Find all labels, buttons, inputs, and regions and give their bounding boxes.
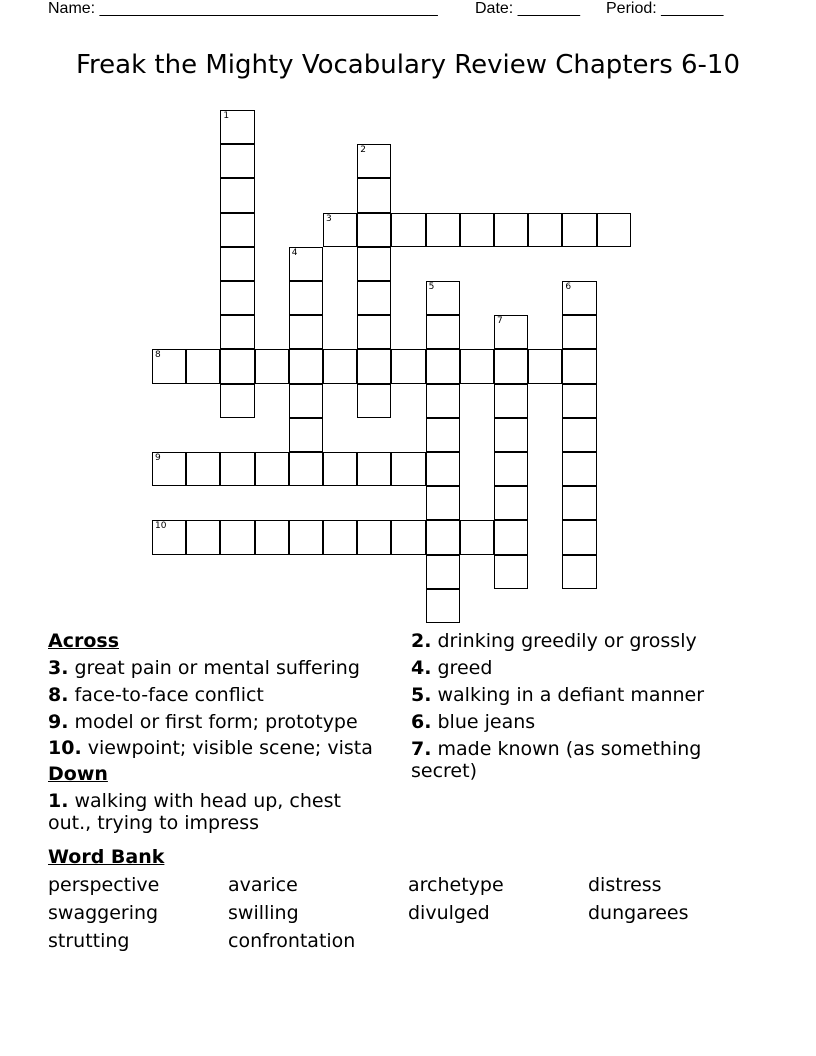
clues-left-column [48, 630, 398, 834]
page-title: Freak the Mighty Vocabulary Review Chapters 6-10 [75, 50, 741, 80]
crossword-cell[interactable] [357, 452, 391, 486]
crossword-cell[interactable] [460, 349, 494, 383]
date-field-label: Date: _______ [475, 0, 580, 17]
word-bank-heading: Word Bank [48, 846, 165, 868]
down-clue-7: 7. made known (as something secret) [411, 738, 702, 782]
crossword-cell[interactable] [562, 486, 596, 520]
crossword-cell[interactable] [289, 281, 323, 315]
crossword-cell[interactable] [357, 213, 391, 247]
crossword-cell[interactable] [152, 520, 186, 554]
crossword-cell[interactable] [255, 520, 289, 554]
crossword-cell[interactable] [562, 520, 596, 554]
crossword-cell[interactable] [289, 315, 323, 349]
crossword-cell[interactable] [357, 178, 391, 212]
crossword-cell[interactable] [357, 520, 391, 554]
crossword-cell[interactable] [220, 452, 254, 486]
clue-number: 4 [291, 247, 298, 258]
crossword-cell[interactable] [357, 144, 391, 178]
crossword-cell[interactable] [220, 110, 254, 144]
crossword-cell[interactable] [426, 520, 460, 554]
crossword-cell[interactable] [494, 520, 528, 554]
crossword-cell[interactable] [426, 384, 460, 418]
clue-number: 9 [155, 453, 161, 463]
crossword-cell[interactable] [289, 349, 323, 383]
clue-number: 7 [497, 316, 503, 327]
crossword-cell[interactable] [289, 452, 323, 486]
crossword-cell[interactable] [391, 520, 425, 554]
crossword-cell[interactable] [426, 281, 460, 315]
crossword-cell[interactable] [426, 555, 460, 589]
down-clue-6: 6. blue jeans [411, 711, 536, 733]
crossword-cell[interactable] [186, 520, 220, 554]
down-clue-1: 1. walking with head up, chest out., trying to impress [48, 790, 341, 834]
clue-number: 3 [326, 213, 332, 224]
crossword-cell[interactable] [494, 555, 528, 589]
clue-number: 5 [428, 282, 435, 292]
crossword-cell[interactable] [528, 213, 562, 247]
crossword-cell[interactable] [357, 315, 391, 349]
crossword-cell[interactable] [220, 281, 254, 315]
crossword-cell[interactable] [220, 315, 254, 349]
crossword-cell[interactable] [460, 213, 494, 247]
crossword-cell[interactable] [289, 384, 323, 418]
crossword-cell[interactable] [426, 486, 460, 520]
crossword-cell[interactable] [494, 384, 528, 418]
crossword-cell[interactable] [220, 144, 254, 178]
crossword-cell[interactable] [562, 315, 596, 349]
crossword-cell[interactable] [357, 247, 391, 281]
crossword-cell[interactable] [323, 213, 357, 247]
down-clue-5: 5. walking in a defiant manner [411, 684, 705, 706]
crossword-cell[interactable] [255, 349, 289, 383]
clues-right-column [411, 630, 751, 782]
crossword-cell[interactable] [426, 589, 460, 623]
crossword-cell[interactable] [152, 349, 186, 383]
crossword-cell[interactable] [357, 281, 391, 315]
crossword-cell[interactable] [289, 520, 323, 554]
across-clue-9: 9. model or first form; prototype [48, 711, 358, 733]
crossword-cell[interactable] [391, 213, 425, 247]
crossword-cell[interactable] [528, 349, 562, 383]
crossword-cell[interactable] [494, 486, 528, 520]
word-bank-item: confrontation [228, 930, 356, 952]
crossword-cell[interactable] [426, 349, 460, 383]
crossword-cell[interactable] [426, 452, 460, 486]
crossword-cell[interactable] [494, 349, 528, 383]
crossword-cell[interactable] [426, 315, 460, 349]
crossword-cell[interactable] [494, 213, 528, 247]
crossword-cell[interactable] [323, 452, 357, 486]
crossword-cell[interactable] [220, 178, 254, 212]
clue-number: 6 [565, 282, 572, 292]
across-clue-8: 8. face-to-face conflict [48, 684, 264, 706]
crossword-cell[interactable] [562, 384, 596, 418]
crossword-cell[interactable] [220, 384, 254, 418]
crossword-cell[interactable] [357, 349, 391, 383]
name-field-label: Name: ______________________________________ [48, 0, 438, 17]
crossword-cell[interactable] [391, 349, 425, 383]
across-clue-10: 10. viewpoint; visible scene; vista [48, 737, 373, 759]
clue-number: 8 [155, 350, 161, 361]
word-bank-item: archetype [408, 874, 504, 896]
word-bank-item: distress [588, 874, 662, 896]
across-heading: Across [48, 630, 120, 652]
crossword-cell[interactable] [289, 418, 323, 452]
crossword-cell[interactable] [460, 520, 494, 554]
crossword-cell[interactable] [562, 452, 596, 486]
crossword-cell[interactable] [562, 213, 596, 247]
period-field-label: Period: _______ [606, 0, 724, 17]
crossword-cell[interactable] [186, 349, 220, 383]
crossword-cell[interactable] [323, 520, 357, 554]
crossword-cell[interactable] [562, 281, 596, 315]
word-bank-item: dungarees [588, 902, 689, 924]
crossword-cell[interactable] [494, 452, 528, 486]
word-bank-item: avarice [228, 874, 298, 896]
crossword-cell[interactable] [220, 520, 254, 554]
word-bank-item: swilling [228, 902, 299, 924]
crossword-cell[interactable] [220, 349, 254, 383]
word-bank-item: perspective [48, 874, 160, 896]
crossword-cell[interactable] [186, 452, 220, 486]
crossword-cell[interactable] [562, 555, 596, 589]
crossword-cell[interactable] [220, 247, 254, 281]
crossword-cell[interactable] [426, 418, 460, 452]
crossword-cell[interactable] [562, 418, 596, 452]
crossword-cell[interactable] [255, 452, 289, 486]
crossword-cell[interactable] [357, 384, 391, 418]
crossword-cell[interactable] [289, 247, 323, 281]
crossword-cell[interactable] [220, 213, 254, 247]
clue-number: 1 [223, 111, 230, 121]
word-bank-item: strutting [48, 930, 130, 952]
crossword-cell[interactable] [323, 349, 357, 383]
down-clue-2: 2. drinking greedily or grossly [411, 630, 697, 652]
crossword-cell[interactable] [391, 452, 425, 486]
word-bank-item: divulged [408, 902, 490, 924]
crossword-cell[interactable] [597, 213, 631, 247]
clue-number: 2 [360, 145, 366, 156]
down-heading: Down [48, 763, 108, 785]
crossword-cell[interactable] [562, 349, 596, 383]
crossword-cell[interactable] [152, 452, 186, 486]
down-clue-4: 4. greed [411, 657, 493, 679]
clue-number: 10 [155, 521, 167, 532]
crossword-cell[interactable] [494, 315, 528, 349]
word-bank-item: swaggering [48, 902, 159, 924]
crossword-cell[interactable] [494, 418, 528, 452]
across-clue-3: 3. great pain or mental suffering [48, 657, 360, 679]
crossword-cell[interactable] [426, 213, 460, 247]
